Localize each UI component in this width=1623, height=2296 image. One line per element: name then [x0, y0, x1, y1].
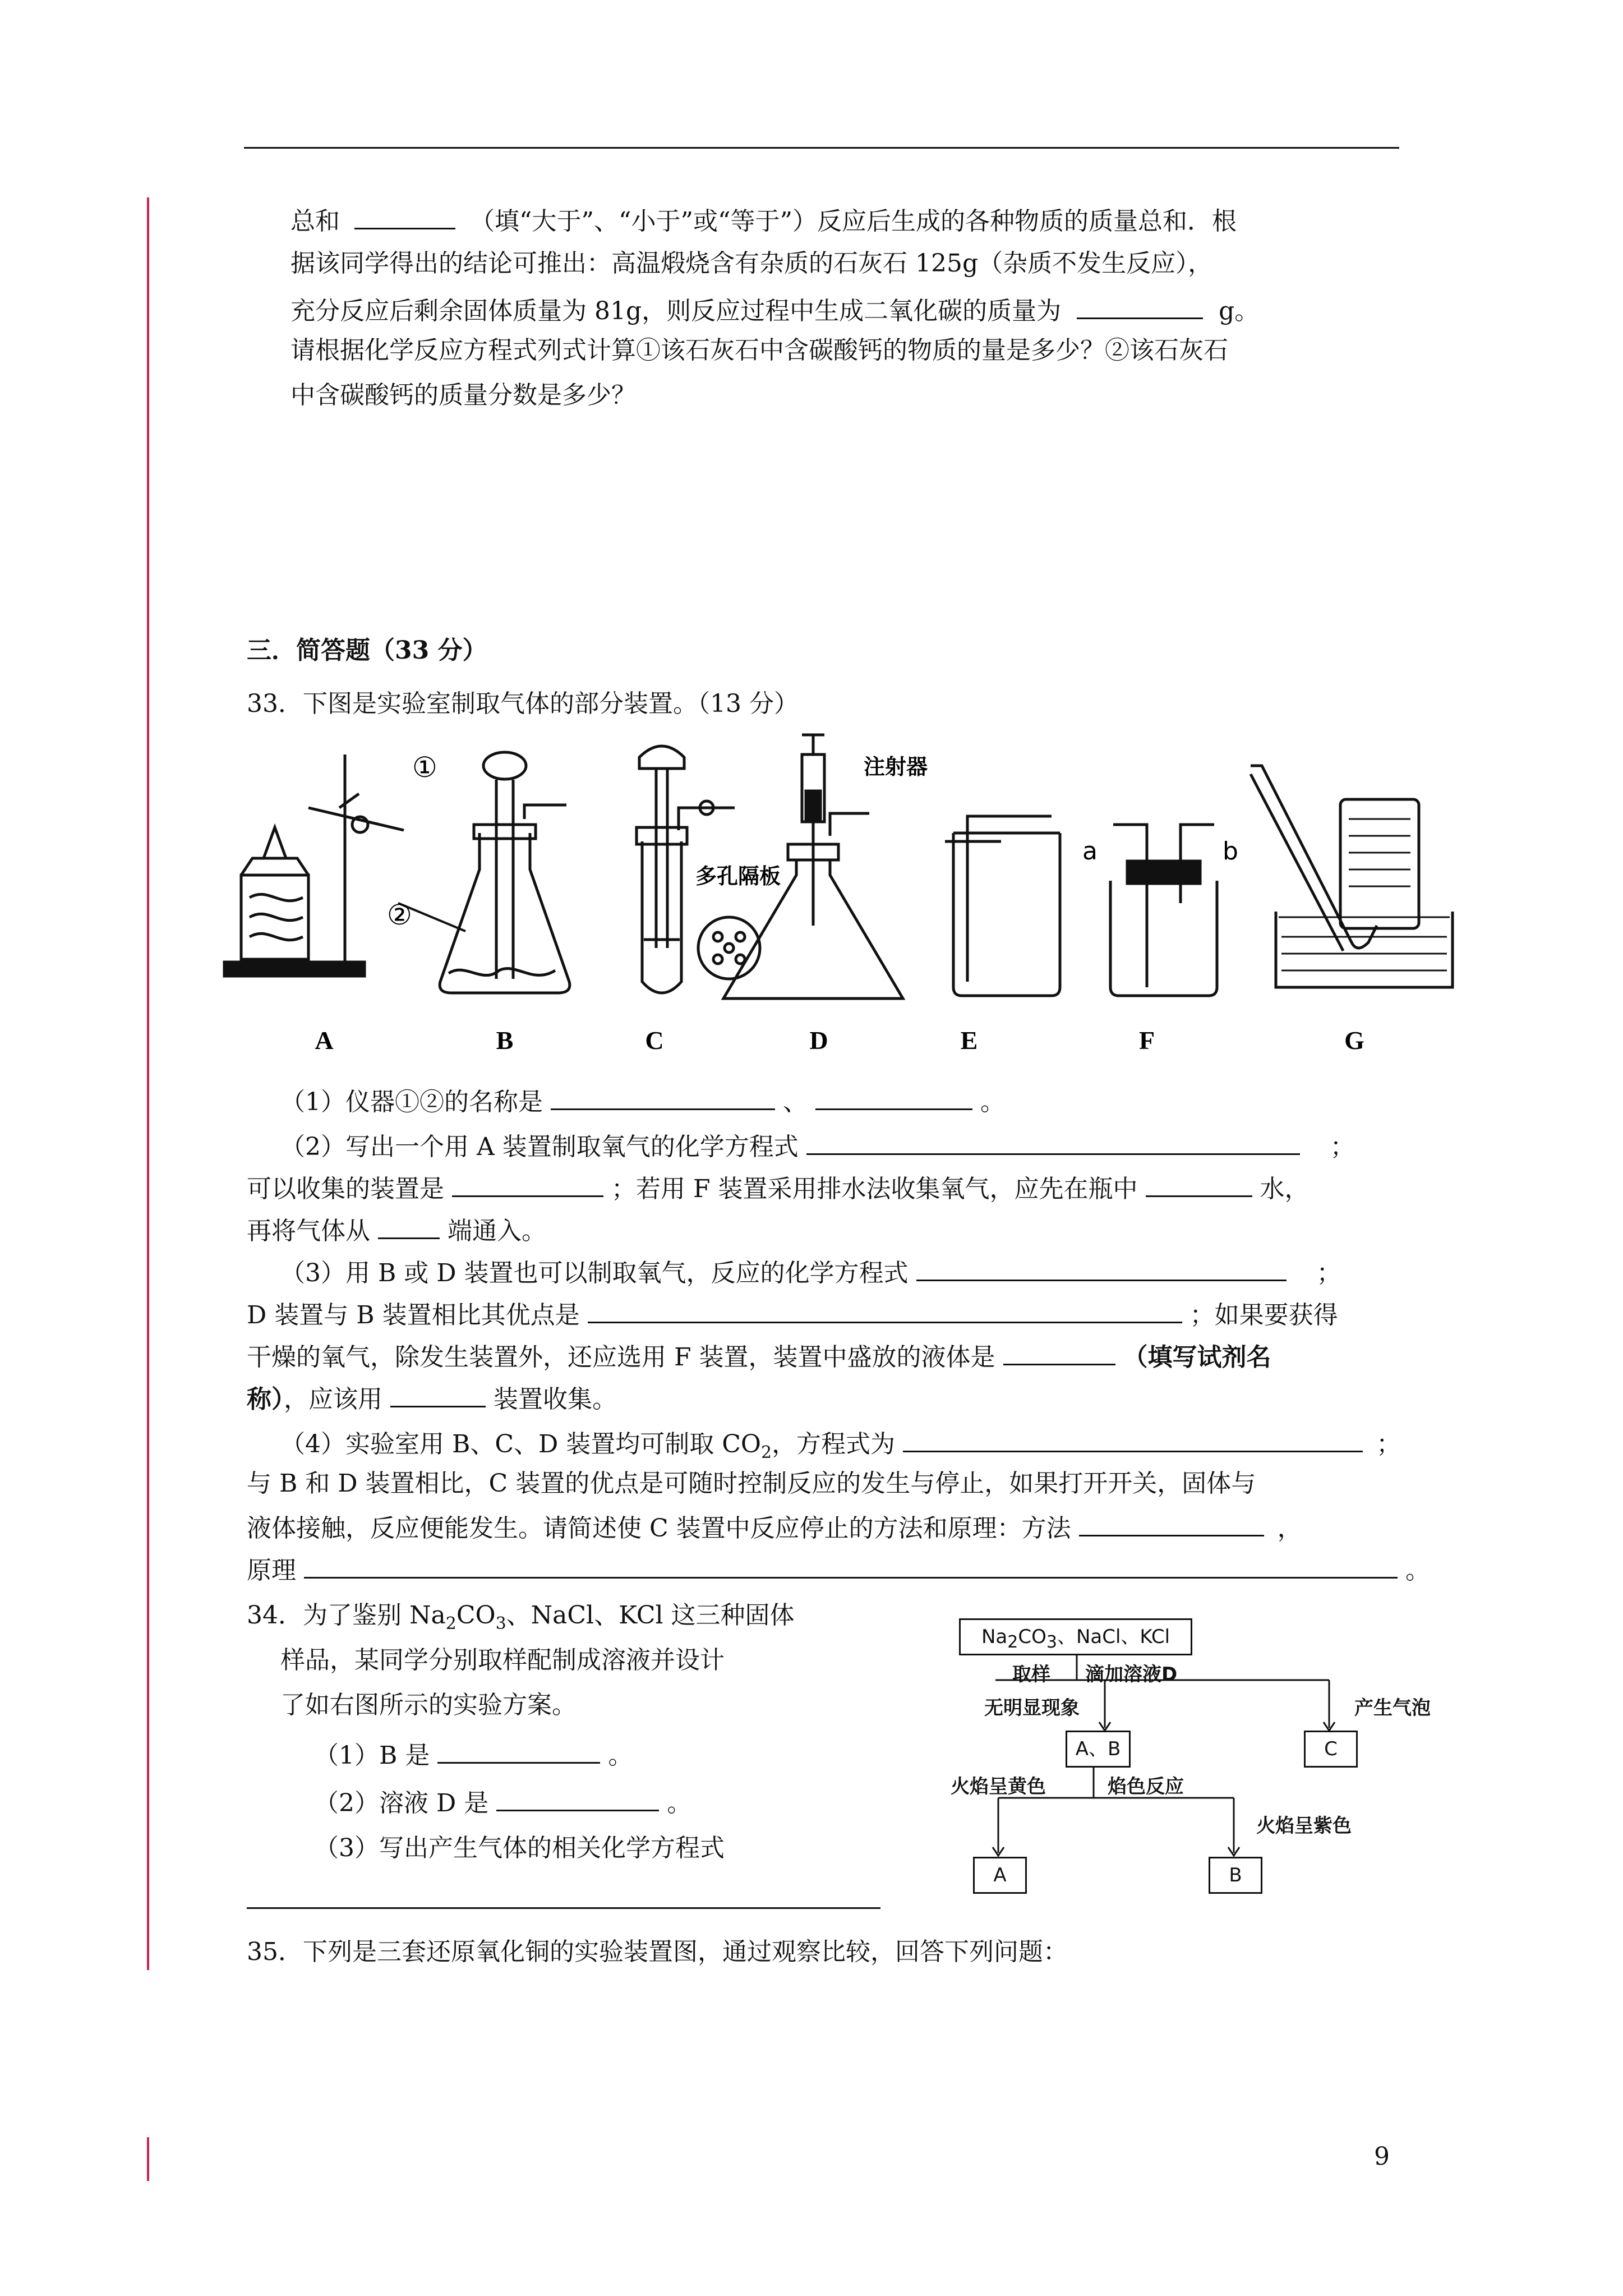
q34-text-c: 、NaCl、KCl 这三种固体 — [506, 1601, 795, 1630]
q33-part4-line4 — [247, 1551, 1430, 1588]
flow-top-b: CO — [1018, 1626, 1046, 1648]
flow-box-ab: A、B — [1066, 1731, 1131, 1768]
q33-part3-semicolon: ； — [1316, 1259, 1341, 1287]
port-a-label: a — [1082, 837, 1098, 866]
q34-sub2 — [314, 1784, 691, 1820]
q34-sub2-text: （2）溶液 D 是 — [314, 1789, 489, 1818]
advantage-blank[interactable] — [588, 1296, 1182, 1323]
apparatus-label-g: G — [1344, 1026, 1364, 1055]
instrument-circle-2: ② — [387, 899, 412, 931]
q33-part2-semicolon: ； — [1330, 1133, 1355, 1161]
co2-equation-blank[interactable] — [903, 1425, 1363, 1452]
q33-part4-line3 — [247, 1509, 1302, 1545]
q32-line-1b: （填“大于”、“小于”或“等于”）反应后生成的各种物质的质量总和．根 — [470, 207, 1237, 236]
equation-bd-blank[interactable] — [916, 1254, 1287, 1281]
b-identity-blank[interactable] — [437, 1736, 600, 1764]
q32-line-3 — [291, 292, 1259, 328]
flow-top-c: 、NaCl、KCl — [1057, 1626, 1170, 1648]
q33-part2-inlet: 端通入。 — [448, 1217, 546, 1245]
flow-co3-sub: 3 — [1046, 1632, 1057, 1652]
header-rule — [244, 147, 1399, 149]
q33-part3-advantage: D 装置与 B 装置相比其优点是 — [247, 1301, 580, 1329]
q33-part3-line1 — [280, 1254, 1341, 1290]
q33-part4-period: 。 — [1405, 1556, 1430, 1585]
q34-line2: 样品，某同学分别取样配制成溶液并设计 — [280, 1646, 725, 1674]
flow-box-a: A — [973, 1857, 1027, 1894]
q33-part2-text: （2）写出一个用 A 装置制取氧气的化学方程式 — [280, 1133, 799, 1161]
q34-flowchart — [942, 1596, 1447, 1910]
co2-subscript: 2 — [760, 1442, 772, 1462]
q33-part3-use: ，应该用 — [284, 1385, 382, 1414]
q33-part4-comma: ， — [1277, 1514, 1302, 1543]
q33-part3-collect: 装置收集。 — [494, 1385, 617, 1414]
equation-a-blank[interactable] — [806, 1128, 1300, 1155]
fill-water-blank[interactable] — [1146, 1170, 1252, 1197]
apparatus-label-c: C — [645, 1026, 664, 1055]
q33-part3-text: （3）用 B 或 D 装置也可以制取氧气，反应的化学方程式 — [280, 1259, 909, 1287]
q33-part3-line3 — [247, 1338, 1271, 1374]
method-blank[interactable] — [1079, 1509, 1264, 1536]
margin-line-bottom — [147, 2137, 149, 2181]
apparatus-e-drawing — [945, 816, 1060, 996]
apparatus-label-a: A — [315, 1026, 334, 1055]
q33-part2-from: 再将气体从 — [247, 1217, 370, 1245]
q33-part3-line2 — [247, 1296, 1338, 1332]
inlet-end-blank[interactable] — [378, 1212, 440, 1239]
q33-stem: 33．下图是实验室制取气体的部分装置。（13 分） — [247, 689, 799, 718]
q34-line1 — [247, 1599, 795, 1641]
q33-part3-line4 — [247, 1380, 617, 1416]
page-number: 9 — [1374, 2142, 1390, 2171]
q33-part2-water: 水， — [1260, 1175, 1310, 1203]
q34-line3: 了如右图所示的实验方案。 — [280, 1691, 577, 1719]
instrument1-blank[interactable] — [551, 1083, 775, 1110]
apparatus-a-drawing — [224, 754, 404, 976]
q34-text-b: CO — [456, 1601, 496, 1630]
flow-gas-label: 产生气泡 — [1354, 1697, 1431, 1719]
q34-sub3: （3）写出产生气体的相关化学方程式 — [314, 1834, 725, 1862]
flow-top-a: Na — [981, 1626, 1008, 1648]
instrument2-blank[interactable] — [815, 1083, 972, 1110]
co2-mass-blank[interactable] — [1077, 292, 1203, 319]
q33-part3-hint: （填写试剂名 — [1123, 1343, 1271, 1372]
margin-line-top — [147, 197, 149, 1970]
flow-yellow-label: 火焰呈黄色 — [951, 1775, 1046, 1798]
syringe-label: 注射器 — [864, 754, 928, 779]
q32-line-3a: 充分反应后剩余固体质量为 81g，则反应过程中生成二氧化碳的质量为 — [291, 297, 1062, 325]
q32-line-5: 中含碳酸钙的质量分数是多少？ — [291, 381, 636, 409]
q33-part2-line1 — [280, 1128, 1355, 1164]
q33-part1-end: 。 — [980, 1088, 1005, 1116]
q32-line-1 — [291, 202, 1237, 238]
apparatus-label-e: E — [960, 1026, 978, 1055]
q35-stem: 35．下列是三套还原氧化铜的实验装置图，通过观察比较，回答下列问题： — [247, 1938, 1068, 1966]
q33-part4-line2: 与 B 和 D 装置相比，C 装置的优点是可随时控制反应的发生与停止，如果打开开关，固体与 — [247, 1469, 1256, 1498]
section-title: 三．简答题（33 分） — [247, 636, 487, 665]
flow-flame-test-label: 焰色反应 — [1108, 1775, 1184, 1798]
flow-add-solution-label: 滴加溶液D — [1085, 1663, 1178, 1686]
q32-line-2: 据该同学得出的结论可推出：高温煅烧含有杂质的石灰石 125g（杂质不发生反应）， — [291, 249, 1213, 278]
apparatus-g-drawing — [1251, 766, 1453, 987]
q33-part4-semicolon: ； — [1376, 1430, 1401, 1458]
reagent-blank[interactable] — [1003, 1338, 1115, 1365]
q34-sub1-text: （1）B 是 — [314, 1741, 430, 1770]
flow-box-b: B — [1209, 1857, 1262, 1894]
flow-purple-label: 火焰呈紫色 — [1256, 1815, 1352, 1837]
apparatus-f-drawing — [1110, 825, 1217, 996]
q33-part1-sep: 、 — [783, 1088, 808, 1116]
q33-part4-line1 — [280, 1425, 1401, 1470]
answer-blank[interactable] — [354, 202, 455, 229]
instrument-circle-1: ① — [412, 751, 437, 784]
flow-sample-label: 取样 — [1012, 1663, 1050, 1686]
q33-part4-text: （4）实验室用 B、C、D 装置均可制取 CO — [280, 1430, 761, 1458]
collect-device-blank[interactable] — [452, 1170, 603, 1197]
apparatus-label-d: D — [809, 1026, 828, 1055]
q34-sub1-end: 。 — [608, 1741, 633, 1770]
q33-part4-principle: 原理 — [247, 1556, 296, 1585]
collect-blank[interactable] — [390, 1380, 486, 1407]
na2-subscript: 2 — [445, 1613, 457, 1634]
port-b-label: b — [1223, 837, 1238, 866]
q32-line-4: 请根据化学反应方程式列式计算①该石灰石中含碳酸钙的物质的量是多少？②该石灰石 — [291, 336, 1228, 365]
flow-box-c: C — [1304, 1731, 1358, 1768]
apparatus-label-b: B — [496, 1026, 514, 1055]
flow-na2-sub: 2 — [1007, 1632, 1018, 1652]
q33-part4-method: 液体接触，反应便能发生。请简述使 C 装置中反应停止的方法和原理：方法 — [247, 1514, 1071, 1543]
q33-part2-fill: ；若用 F 装置采用排水法收集氧气，应先在瓶中 — [611, 1175, 1138, 1203]
apparatus-label-f: F — [1138, 1026, 1155, 1055]
porous-plate-label: 多孔隔板 — [695, 864, 781, 889]
q33-part2-line2 — [247, 1170, 1310, 1206]
co3-subscript: 3 — [495, 1613, 506, 1634]
apparatus-b-drawing — [398, 752, 570, 993]
q33-part2-collect: 可以收集的装置是 — [247, 1175, 444, 1203]
q33-part1 — [280, 1083, 1005, 1119]
q33-part3-dry: ；如果要获得 — [1189, 1301, 1338, 1329]
q33-part3-hint-end: 称） — [247, 1385, 284, 1414]
principle-blank[interactable] — [304, 1551, 1398, 1579]
q34-sub2-end: 。 — [667, 1789, 692, 1818]
q34-answer-line[interactable] — [247, 1907, 880, 1909]
q34-sub1 — [314, 1736, 633, 1773]
flow-no-phenomenon-label: 无明显现象 — [984, 1697, 1080, 1719]
q33-part3-liquid: 干燥的氧气，除发生装置外，还应选用 F 装置，装置中盛放的液体是 — [247, 1343, 995, 1372]
q32-line-1a: 总和 — [291, 207, 340, 236]
solution-d-blank[interactable] — [496, 1784, 659, 1811]
q33-part2-line3 — [247, 1212, 546, 1248]
q32-line-3b: g。 — [1219, 297, 1260, 325]
flow-top-box — [959, 1618, 1192, 1655]
apparatus-diagram — [219, 724, 1486, 1060]
q34-text-a: 34．为了鉴别 Na — [247, 1601, 446, 1630]
q33-part4-eq: ，方程式为 — [772, 1430, 896, 1458]
q33-part1-text: （1）仪器①②的名称是 — [280, 1088, 543, 1116]
